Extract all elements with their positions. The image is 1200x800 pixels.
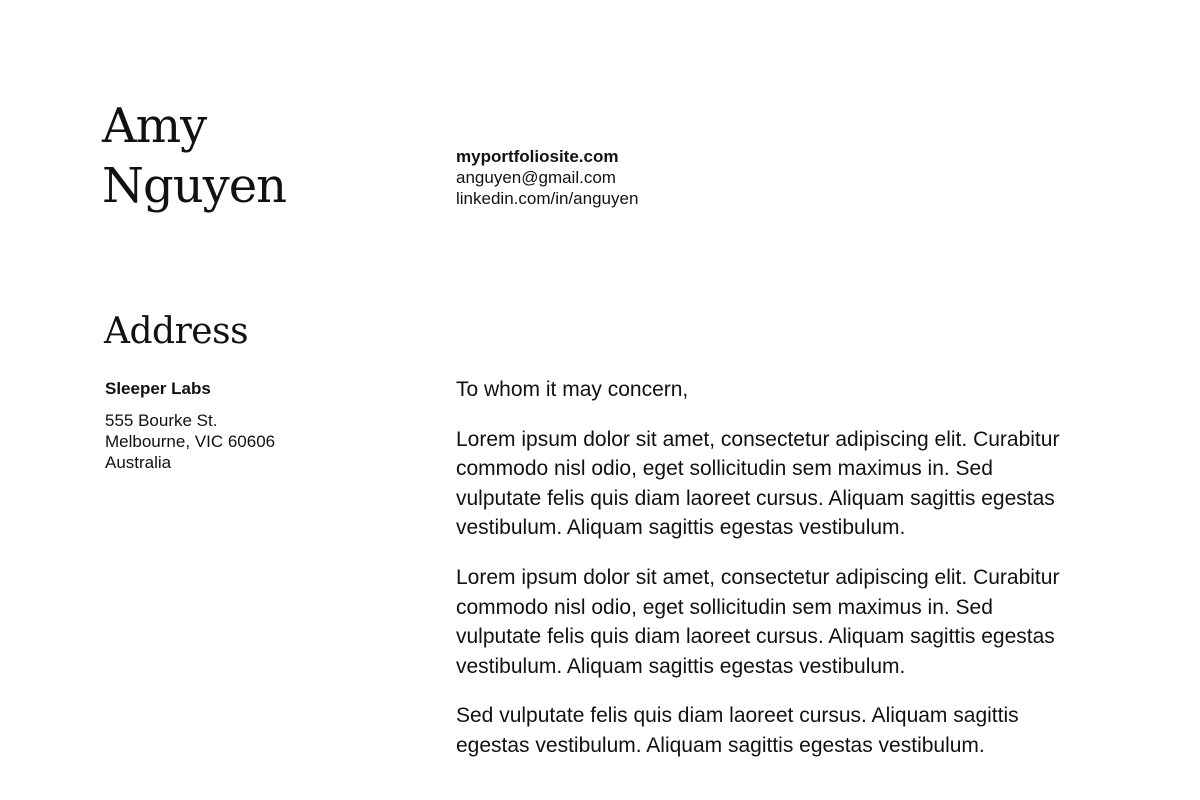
letter-paragraph-3: Sed vulputate felis quis diam laoreet cursus. Aliquam sagittis egestas vestibulum. Aliquam sagittis egestas vestibulum.: [456, 704, 1019, 757]
applicant-last-name: Nguyen: [102, 158, 287, 214]
letter-paragraph-1: Lorem ipsum dolor sit amet, consectetur adipiscing elit. Curabitur commodo nisl odio, eget sollicitudin sem maximus in. Sed vulputate felis quis diam laoreet cursus. Aliquam sagittis egestas vestibulum. Aliquam sagittis egestas vestibulum.: [456, 427, 1060, 540]
address-line-1: 555 Bourke St.: [105, 411, 218, 430]
recipient-company: Sleeper Labs: [105, 379, 211, 398]
address-line-3: Australia: [105, 453, 172, 472]
letter-body: [456, 375, 1076, 781]
applicant-first-name: Amy: [102, 98, 207, 154]
linkedin-link[interactable]: linkedin.com/in/anguyen: [456, 189, 639, 208]
contact-info: [456, 146, 638, 209]
letter-greeting: To whom it may concern,: [456, 378, 689, 401]
address-heading: Address: [104, 311, 249, 352]
portfolio-link[interactable]: myportfoliosite.com: [456, 147, 619, 166]
applicant-name: [102, 96, 286, 216]
address-line-2: Melbourne, VIC 60606: [105, 432, 276, 451]
email-link[interactable]: anguyen@gmail.com: [456, 168, 616, 187]
letter-paragraph-2: Lorem ipsum dolor sit amet, consectetur adipiscing elit. Curabitur commodo nisl odio, eget sollicitudin sem maximus in. Sed vulputate felis quis diam laoreet cursus. Aliquam sagittis egestas vestibulum. Aliquam sagittis egestas vestibulum.: [456, 565, 1060, 678]
recipient-address: [105, 378, 275, 473]
